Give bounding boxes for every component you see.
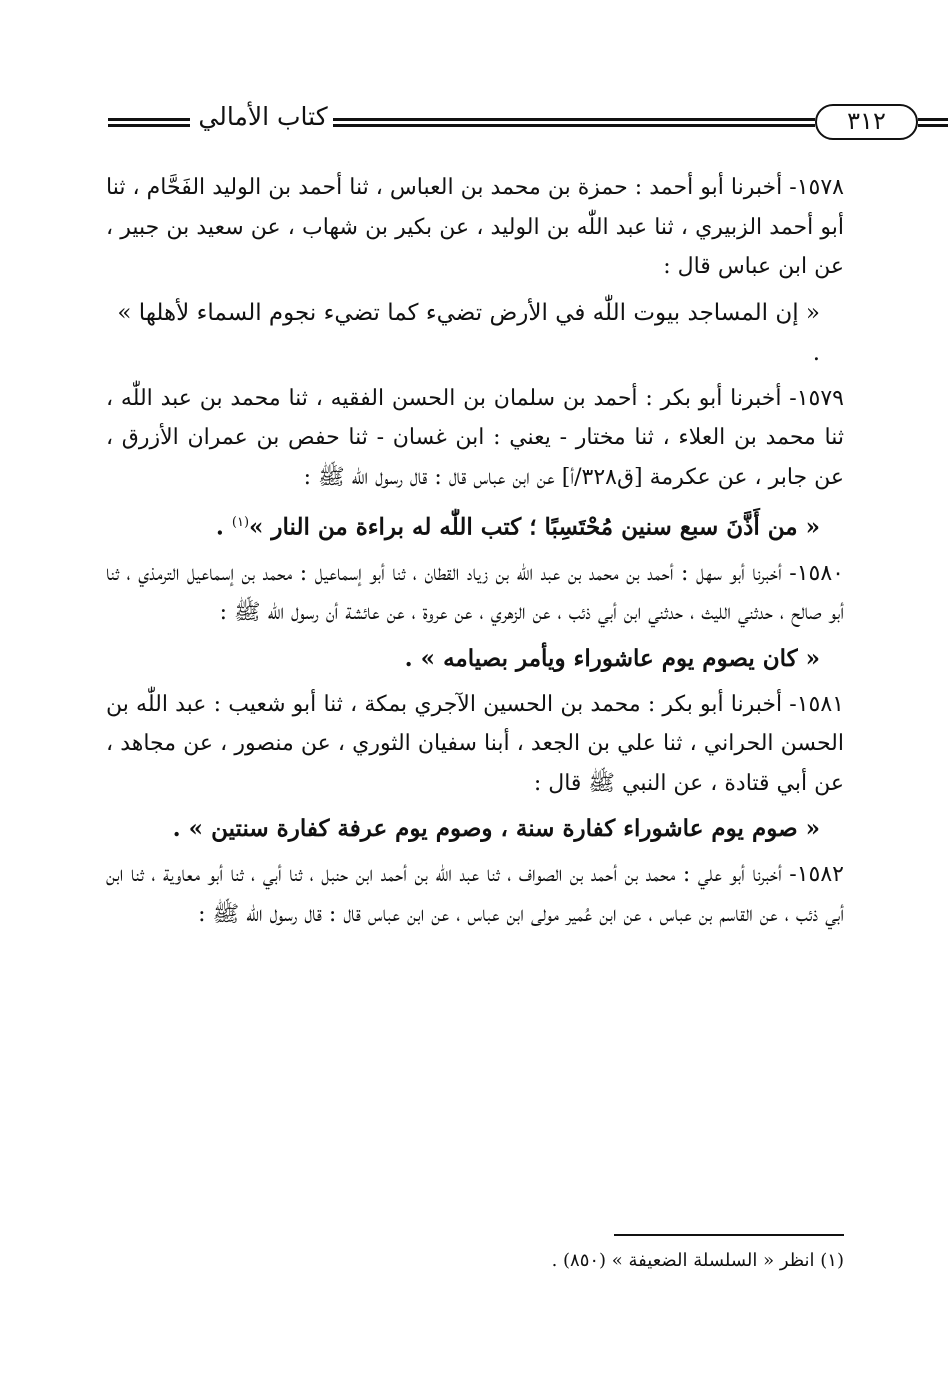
hadith-1581-isnad: ١٥٨١- أخبرنا أبو بكر : محمد بن الحسين الآجري بمكة ، ثنا أبو شعيب : عبد اللّٰه بن الحسن الحراني ، ثنا علي بن الجعد ، أبنا سفيان الثوري ، عن منصور ، عن مجاهد ، عن أبي قتادة ، عن النبي ﷺ قال : [106, 691, 844, 796]
header-rule-middle [333, 118, 815, 121]
footnote-reference[interactable]: (١) [231, 515, 250, 530]
hadith-1582-isnad: ١٥٨٢- أخبرنا أبو علي : محمد بن أحمد بن الصواف ، ثنا عبد اللّٰه بن أحمد ابن حنبل ، ثنا أبي ، ثنا أبو معاوية ، ثنا ابن أبي ذئب ، عن القاسم بن عباس ، عن ابن عُمير مولى ابن عباس ، عن ابن عباس قال : قال رسول اللّٰه ﷺ : [106, 862, 844, 927]
hadith-1578-text: « إن المساجد بيوت اللّٰه في الأرض تضيء كما تضيء نجوم السماء لأهلها » . [117, 299, 820, 366]
page-header [108, 90, 886, 154]
hadith-1580-text: « كان يصوم يوم عاشوراء ويأمر بصيامه » . [404, 644, 820, 672]
book-title: كتاب الأمالي [198, 102, 328, 131]
header-rule-right [918, 118, 948, 121]
hadith-1578-isnad: ١٥٧٨- أخبرنا أبو أحمد : حمزة بن محمد بن العباس ، ثنا أحمد بن الوليد الفَحَّام ، ثنا أبو أحمد الزبيري ، ثنا عبد اللّٰه بن الوليد ، عن بكير بن شهاب ، عن سعيد بن جبير ، عن ابن عباس قال : [106, 175, 844, 279]
footnote-rule [614, 1234, 844, 1236]
hadith-1579-quote: « من أَذَّنَ سبع سنين مُحْتَسِبًا ؛ كتب اللّٰه له براءة من النار » [249, 513, 820, 541]
hadith-1581-text: « صوم يوم عاشوراء كفارة سنة ، وصوم يوم عرفة كفارة سنتين » . [172, 815, 820, 843]
footnote: (١) انظر « السلسلة الضعيفة » (٨٥٠) . [551, 1250, 844, 1271]
hadith-1580-isnad: ١٥٨٠- أخبرنا أبو سهل : أحمد بن محمد بن عبد اللّٰه بن زياد القطان ، ثنا أبو إسماعيل : محمد بن إسماعيل الترمذي ، ثنا أبو صالح ، حدثني الليث ، حدثني ابن أبي ذئب ، عن الزهري ، عن عروة ، عن عائشة أن رسول اللّٰه ﷺ : [106, 560, 844, 626]
hadith-1579-isnad: ١٥٧٩- أخبرنا أبو بكر : أحمد بن سلمان بن الحسن الفقيه ، ثنا محمد بن عبد اللّٰه ، ثنا محمد بن العلاء ، ثنا مختار - يعني : ابن غسان - ثنا حفص بن عمران الأزرق ، عن جابر ، عن عكرمة [ق٣٢٨/أ] عن ابن عباس قال : قال رسول اللّٰه ﷺ : [106, 385, 844, 490]
page-number: ٣١٢ [815, 104, 918, 140]
header-rule-left [108, 118, 190, 121]
hadith-1579-text [106, 503, 820, 548]
page-body [106, 168, 844, 934]
hadith-1579-end: . [215, 513, 232, 541]
